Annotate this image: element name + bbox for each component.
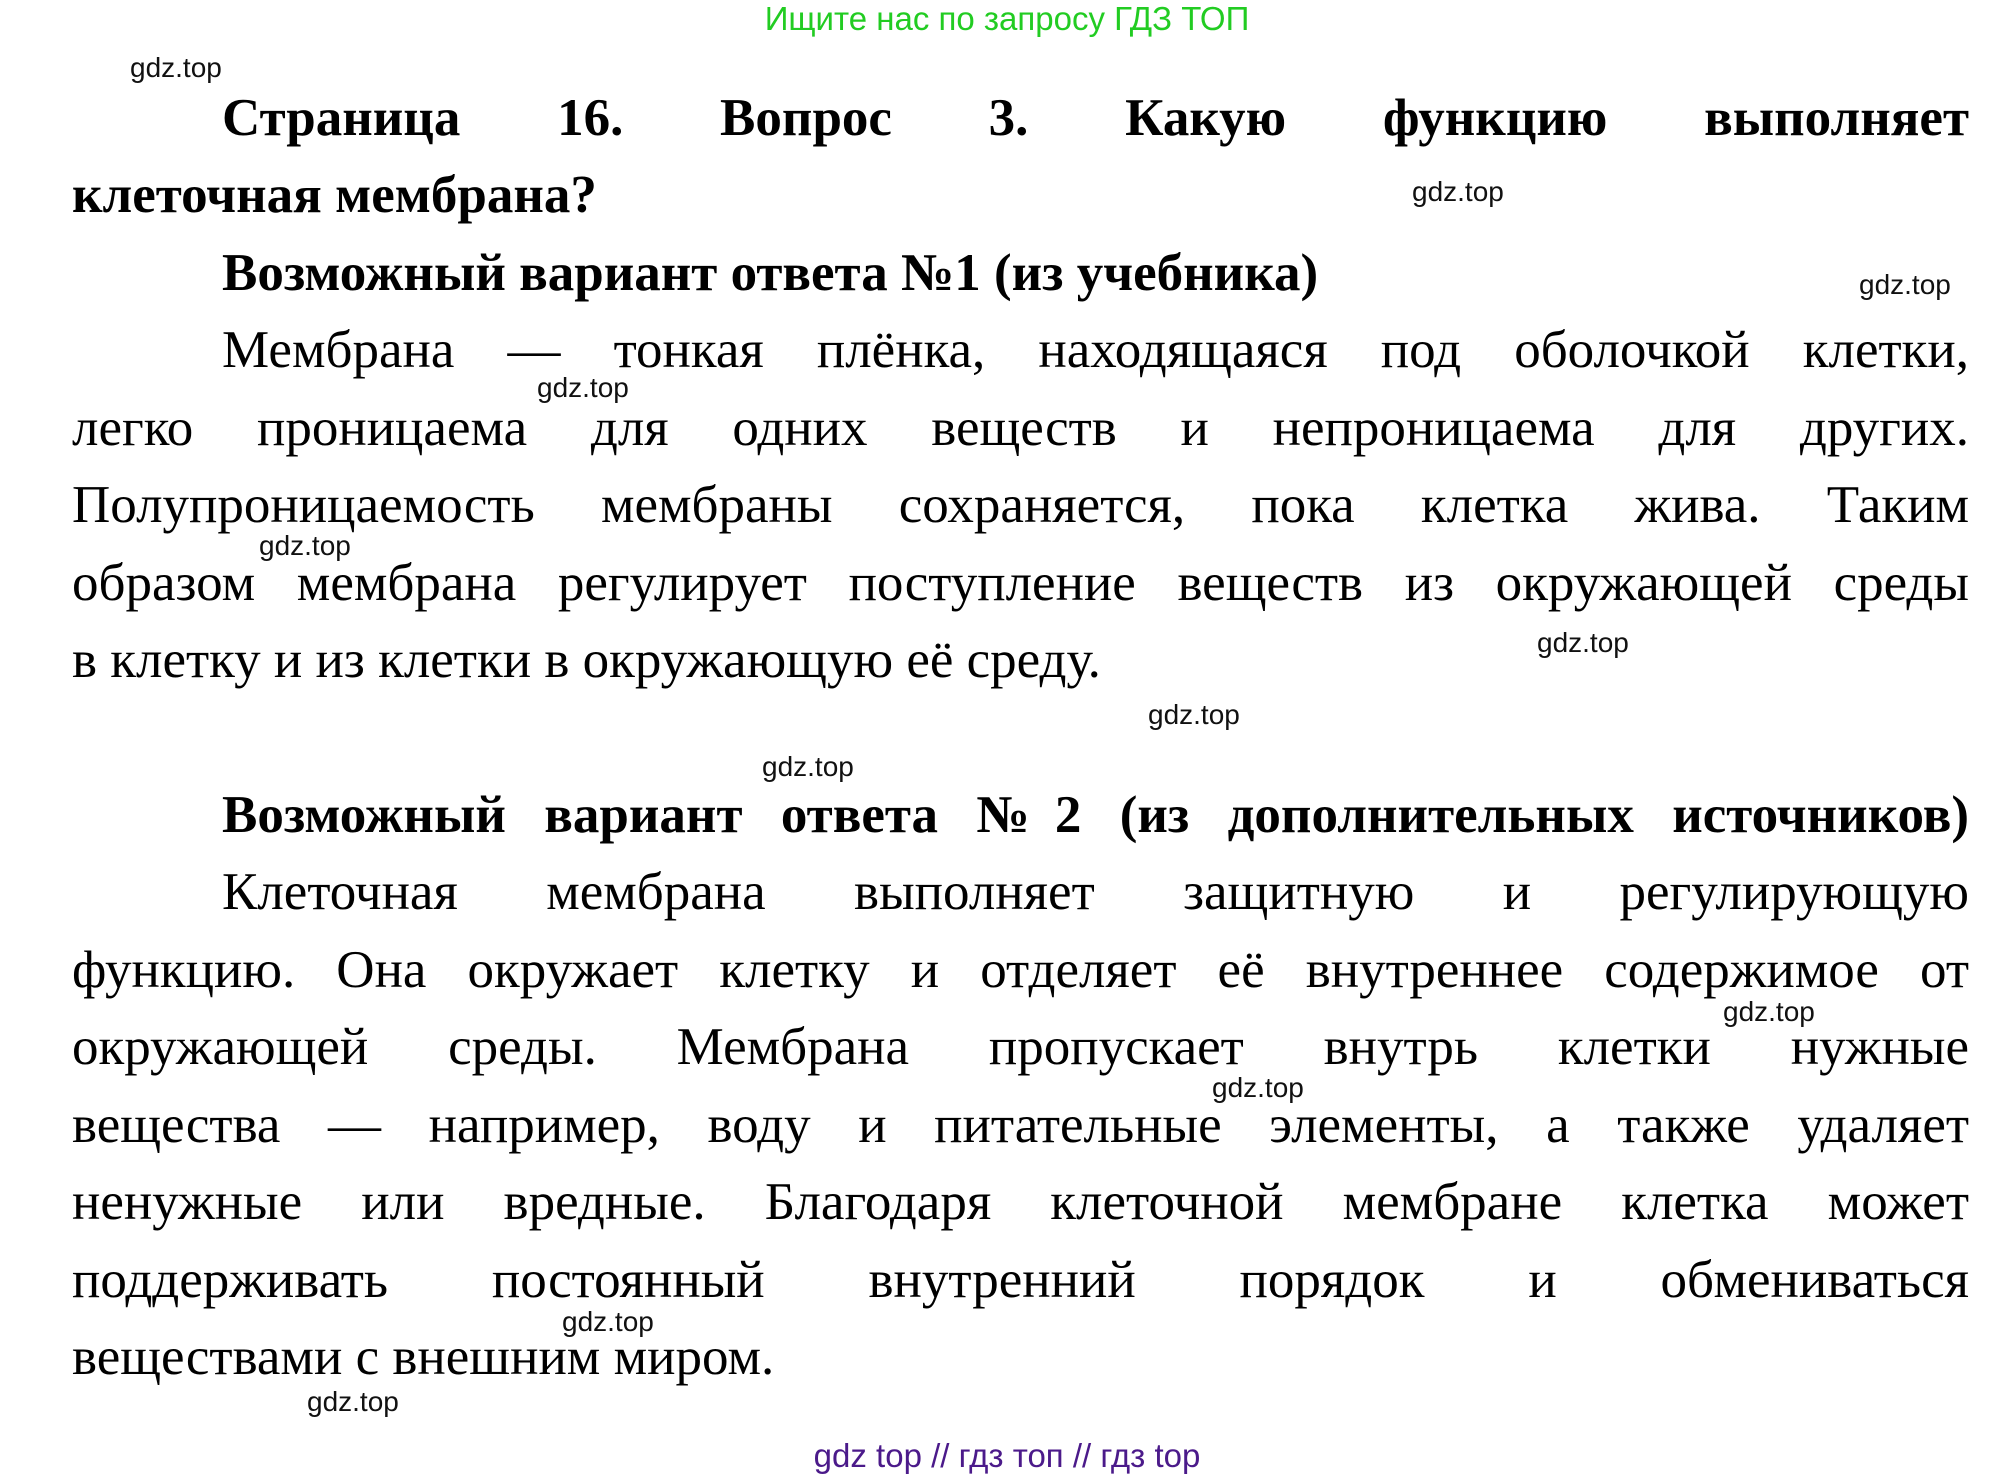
watermark: gdz.top (1148, 699, 1240, 730)
watermark: gdz.top (1723, 996, 1815, 1027)
watermark: gdz.top (307, 1386, 399, 1417)
answer2-line: ненужные или вредные. Благодаря клеточной мембране клетка может (72, 1173, 1969, 1231)
search-banner: Ищите нас по запросу ГДЗ ТОП (764, 0, 1250, 37)
question-title-line-2: клеточная мембрана? (72, 166, 597, 224)
answer2-line: Клеточная мембрана выполняет защитную и регулирующую (222, 863, 1969, 921)
watermark: gdz.top (1859, 269, 1951, 300)
answer1-line: Полупроницаемость мембраны сохраняется, пока клетка жива. Таким (72, 476, 1969, 534)
watermark: gdz.top (1412, 176, 1504, 207)
answer1-line: Мембрана — тонкая плёнка, находящаяся под оболочкой клетки, (222, 321, 1969, 379)
footer-links: gdz top // гдз топ // гдз top (813, 1437, 1201, 1474)
watermark: gdz.top (762, 751, 854, 782)
answer2-line: окружающей среды. Мембрана пропускает внутрь клетки нужные (72, 1018, 1969, 1076)
watermark: gdz.top (259, 530, 351, 561)
watermark: gdz.top (130, 52, 222, 83)
watermark: gdz.top (537, 372, 629, 403)
watermark: gdz.top (1537, 627, 1629, 658)
answer2-line: функцию. Она окружает клетку и отделяет её внутреннее содержимое от (72, 941, 1969, 999)
answer2-line: веществами с внешним миром. (72, 1328, 775, 1386)
question-title-line-1: Страница 16. Вопрос 3. Какую функцию выполняет (222, 89, 1969, 147)
watermark: gdz.top (562, 1306, 654, 1337)
answer1-heading: Возможный вариант ответа №1 (из учебника) (222, 244, 1319, 302)
answer1-line: в клетку и из клетки в окружающую её среду. (72, 631, 1101, 689)
answer1-line: легко проницаема для одних веществ и непроницаема для других. (72, 399, 1969, 457)
answer1-line: образом мембрана регулирует поступление веществ из окружающей среды (72, 554, 1969, 612)
answer2-line: поддерживать постоянный внутренний порядок и обмениваться (72, 1251, 1969, 1309)
answer2-heading: Возможный вариант ответа №2 (из дополнительных источников) (222, 786, 1969, 844)
answer2-line: вещества — например, воду и питательные элементы, а также удаляет (72, 1096, 1969, 1154)
watermark: gdz.top (1212, 1072, 1304, 1103)
